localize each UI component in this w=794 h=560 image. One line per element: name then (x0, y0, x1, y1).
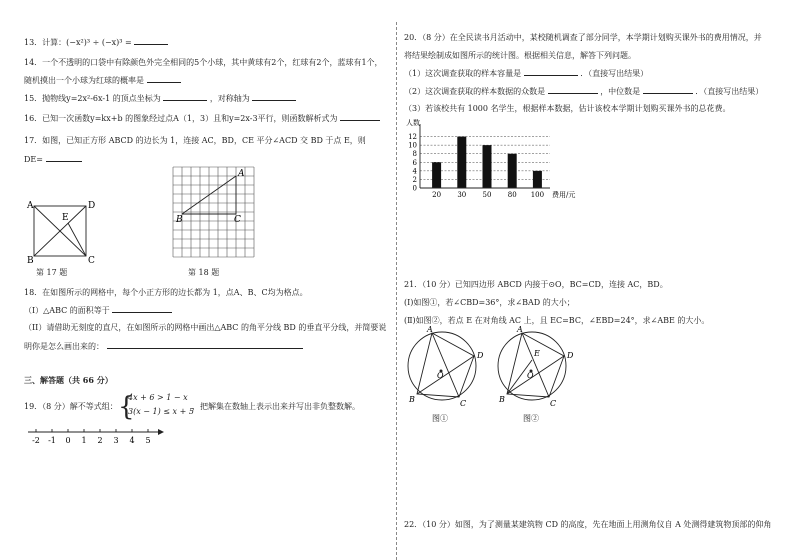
q13-text: 13．计算：(−x²)³ ÷ (−x)³ = (24, 37, 168, 48)
label-a: A (27, 201, 34, 211)
figure-18-grid (172, 166, 262, 266)
chart-xtick-label: 100 (530, 191, 545, 199)
chart-bar (457, 137, 466, 188)
q20-part-1: （1）这次调查获取的样本容量是 ．（直接写出结果） (404, 69, 649, 78)
label-e: E (534, 349, 540, 358)
number-line-tick-label: 4 (129, 436, 135, 445)
q17-line2: DE= (24, 154, 82, 165)
number-line-tick-label: -1 (48, 436, 56, 445)
q18-part-i: （I）△ABC 的面积等于 (24, 305, 172, 316)
chart-xtick-label: 30 (457, 191, 467, 199)
q18-i-blank[interactable] (112, 305, 172, 313)
chart-bar (483, 145, 492, 188)
q20-2-median-blank[interactable] (643, 86, 693, 94)
q20-line1: 20．（8 分）在全民读书月活动中，某校随机调查了部分同学，本学期计划购买课外书的费用情况，并 (404, 33, 762, 42)
chart-ytick-label: 0 (412, 184, 417, 193)
figure-18-caption: 第 18 题 (188, 268, 220, 277)
label-o: O (437, 371, 444, 380)
chart-ytick-label: 8 (412, 150, 417, 159)
chart-bar (432, 162, 441, 188)
q20-1-blank[interactable] (524, 68, 578, 76)
number-line-tick-label: 3 (113, 436, 119, 445)
number-line-tick-label: -2 (32, 436, 40, 445)
label-d: D (477, 351, 484, 360)
label-b: B (27, 256, 34, 266)
q20-line2: 将结果绘制成如图所示的统计图。根据相关信息，解答下列问题。 (404, 51, 636, 60)
bisector-ce (68, 223, 86, 256)
q20-part-3: （3）若该校共有 1000 名学生，根据样本数据，估计该校本学期计划购买课外书的总花费。 (404, 104, 731, 113)
chart-ytick-label: 6 (412, 158, 417, 167)
chart-xtick-label: 50 (482, 191, 492, 199)
figure-17-caption: 第 17 题 (36, 268, 68, 277)
label-a: A (238, 169, 245, 179)
figure-21-2 (494, 326, 584, 412)
q14-line1: 14．一个不透明的口袋中有除颜色外完全相同的5个小球，其中黄球有2个，红球有2个，蓝球有1个， (24, 58, 383, 67)
number-line-tick-label: 1 (81, 436, 87, 445)
q13-blank[interactable] (134, 37, 168, 45)
number-line-tick-label: 5 (145, 436, 151, 445)
q17-line1: 17．如图，已知正方形 ABCD 的边长为 1，连接 AC，BD，CE 平分∠ACD 交 BD 于点 E，则 (24, 136, 366, 145)
q16-text: 16．已知一次函数y=kx+b 的图象经过点A（1，3）且和y=2x-3平行，则函数解析式为 (24, 113, 380, 124)
chart-xtick-label: 80 (507, 191, 517, 199)
chart-xtick-label: 20 (432, 191, 442, 199)
q19-brace: { (118, 392, 135, 422)
chart-ytick-label: 12 (408, 133, 417, 142)
label-o: O (527, 371, 534, 380)
q18-line1: 18．在如图所示的网格中，每个小正方形的边长都为 1，点A、B、C均为格点。 (24, 288, 308, 297)
section-3-heading: 三、解答题（共 66 分） (24, 375, 113, 385)
q16-blank[interactable] (340, 113, 380, 121)
label-c: C (88, 256, 95, 266)
number-line-arrow (158, 429, 164, 435)
chart-ylabel: 人数 (406, 119, 420, 127)
q22-line1: 22．（10 分）如图，为了测量某建筑物 CD 的高度，先在地面上用测角仪自 A 处测得建筑物顶部的仰角 (404, 520, 772, 529)
label-d: D (567, 351, 574, 360)
diagonal-ac (522, 333, 549, 397)
diagonal-bd (417, 356, 474, 394)
chart-bar (533, 171, 542, 188)
label-a: A (427, 325, 433, 334)
q19-suffix: ，把解集在数轴上表示出来并写出非负整数解。 (192, 402, 360, 411)
q19-inequality-1: 4x + 6 > 1 − x (128, 393, 188, 402)
label-b: B (409, 395, 415, 404)
q18-part-ii-line1: （II）请借助无刻度的直尺，在如图所示的网格中画出△ABC 的角平分线 BD 的垂直平分线，并简要说 (24, 323, 387, 332)
q14-blank[interactable] (147, 75, 181, 83)
diagonal-ac (432, 333, 459, 397)
q21-part-ii: (Ⅱ)如图②，若点 E 在对角线 AC 上，且 EC=BC，∠EBD=24°，求∠ABE 的大小。 (404, 316, 710, 325)
figure-17-square (24, 198, 104, 268)
diagonal-bd (507, 356, 564, 394)
q14-line2: 随机摸出一个小球为红球的概率是 (24, 75, 181, 86)
q19-inequality-2: 3(x − 1) ≤ x + 5 (128, 407, 194, 416)
q15-text: 15．抛物线y=2x²-6x-1 的顶点坐标为 ，对称轴为 (24, 93, 296, 104)
number-line-tick-label: 2 (97, 436, 103, 445)
column-divider (396, 22, 397, 560)
label-b: B (499, 395, 505, 404)
q20-bar-chart (404, 116, 604, 208)
number-line (28, 426, 168, 450)
label-d: D (88, 201, 96, 211)
label-e: E (62, 213, 69, 223)
label-a: A (517, 325, 523, 334)
q21-line1: 21．（10 分）已知四边形 ABCD 内接于⊙O，BC=CD，连接 AC，BD。 (404, 280, 668, 289)
label-c: C (550, 399, 557, 408)
q20-part-2: （2）这次调查获取的样本数据的众数是 ，中位数是 ．（直接写出结果） (404, 87, 764, 96)
q15-blank-vertex[interactable] (163, 93, 207, 101)
chart-bar (508, 154, 517, 188)
chart-ytick-label: 10 (408, 141, 417, 150)
label-c: C (234, 215, 241, 225)
chart-ytick-label: 2 (412, 175, 417, 184)
q18-part-ii-line2: 明你是怎么画出来的： (24, 341, 303, 352)
figure-21-1-caption: 图① (432, 414, 448, 423)
figure-21-2-caption: 图② (523, 414, 539, 423)
figure-21-1 (404, 326, 494, 412)
label-b: B (176, 215, 183, 225)
q20-2-mode-blank[interactable] (548, 86, 598, 94)
chart-ytick-label: 4 (412, 167, 417, 176)
q18-ii-blank[interactable] (107, 341, 303, 349)
q19-prefix: 19．（8 分）解不等式组： (24, 402, 118, 411)
chart-xlabel: 费用/元 (552, 191, 576, 199)
q17-blank[interactable] (46, 154, 82, 162)
q15-blank-axis[interactable] (252, 93, 296, 101)
number-line-tick-label: 0 (65, 436, 71, 445)
label-c: C (460, 399, 467, 408)
q21-part-i: (Ⅰ)如图①，若∠CBD=36°，求∠BAD 的大小； (404, 298, 575, 307)
